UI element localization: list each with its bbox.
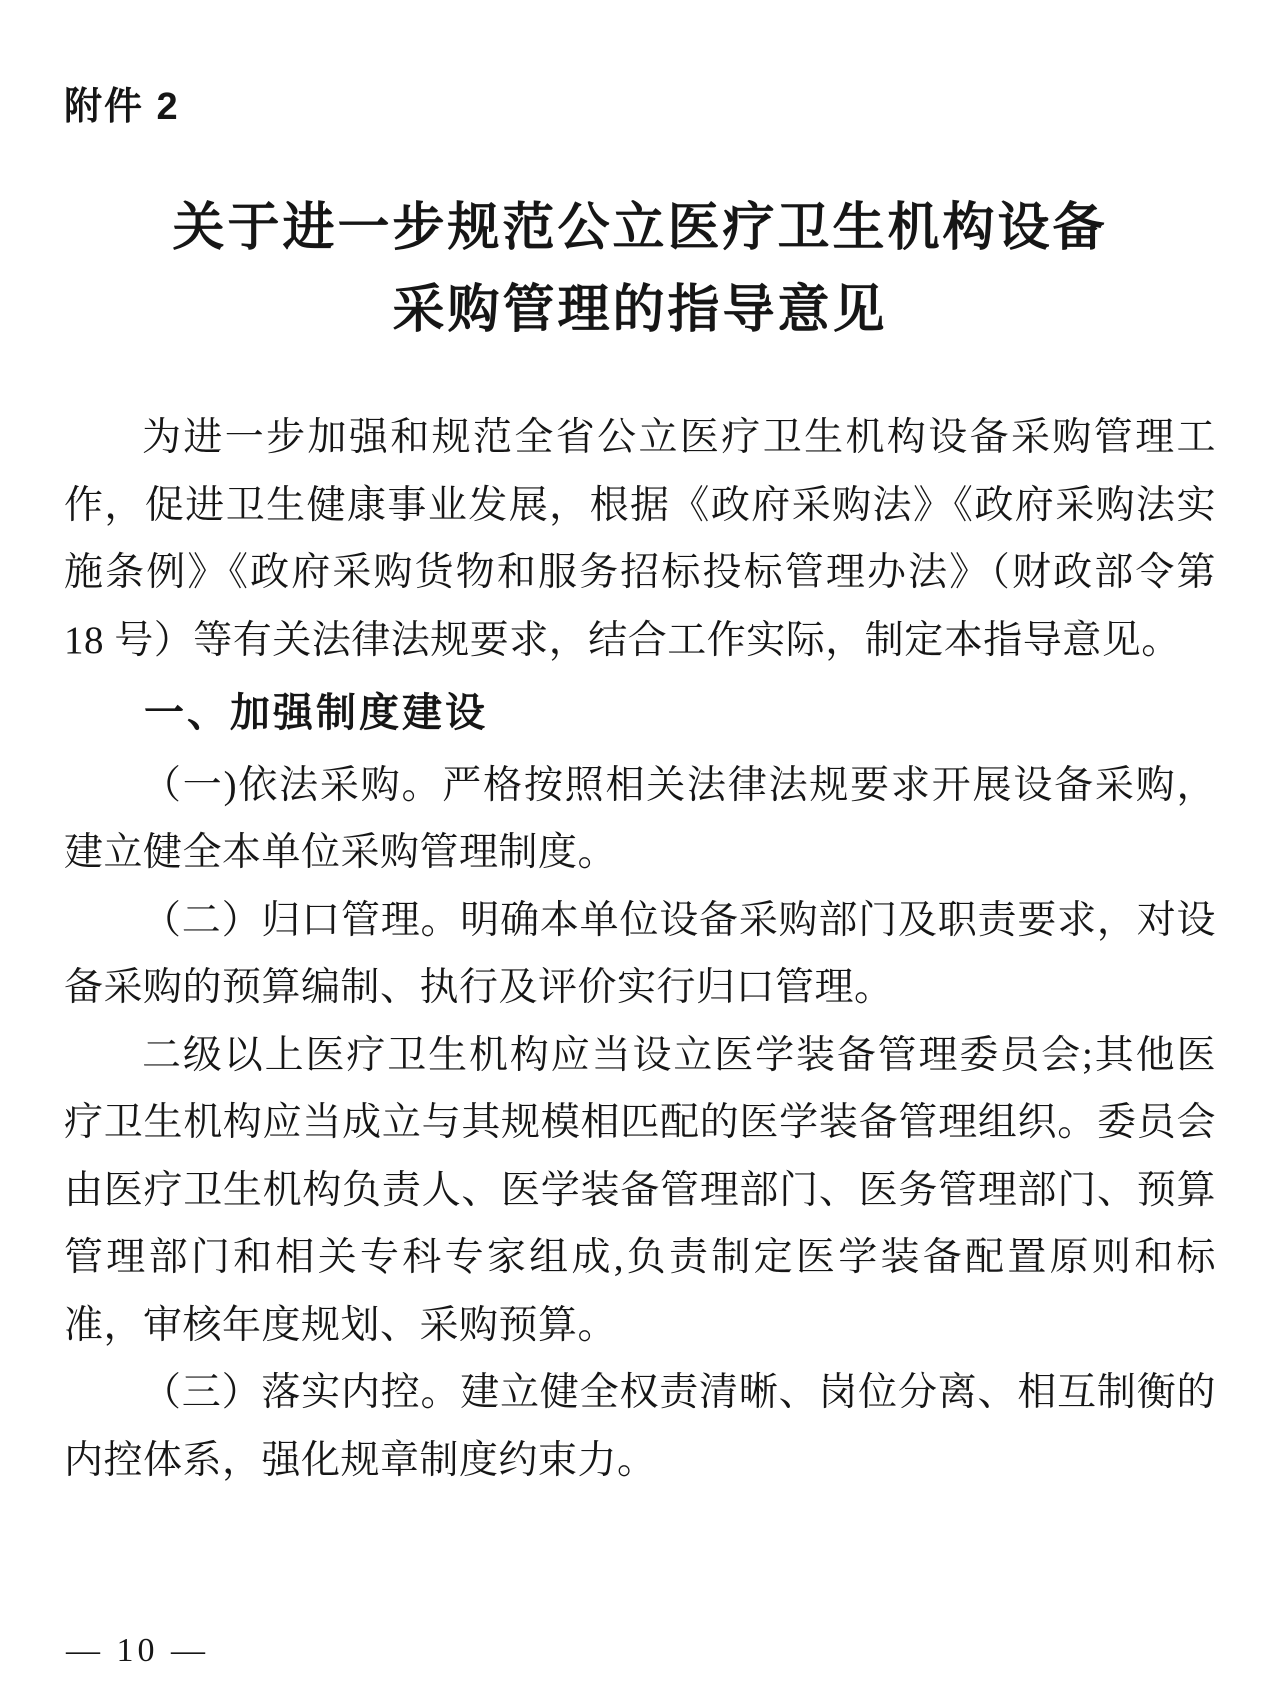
attachment-label: 附件 2 (64, 86, 180, 128)
item-1-paragraph: （一)依法采购。严格按照相关法律法规要求开展设备采购，建立健全本单位采购管理制度。 (64, 763, 1216, 874)
intro-paragraph: 为进一步加强和规范全省公立医疗卫生机构设备采购管理工作，促进卫生健康事业发展，根据《政府采购法》《政府采购法实施条例》《政府采购货物和服务招标投标管理办法》（财政部令第 18 号）等有关法律法规要求，结合工作实际，制定本指导意见。 (64, 416, 1216, 662)
item-3-paragraph: （三）落实内控。建立健全权责清晰、岗位分离、相互制衡的内控体系，强化规章制度约束力。 (64, 1371, 1216, 1482)
section-1-heading: 一、加强制度建设 (144, 691, 488, 735)
page-number: — 10 — (66, 1632, 209, 1669)
item-2-sub-paragraph: 二级以上医疗卫生机构应当设立医学装备管理委员会;其他医疗卫生机构应当成立与其规模相匹配的医学装备管理组织。委员会由医疗卫生机构负责人、医学装备管理部门、医务管理部门、预算管理部门和相关专科专家组成,负责制定医学装备配置原则和标准，审核年度规划、采购预算。 (64, 1033, 1216, 1347)
document-title (64, 188, 1216, 352)
page-footer (66, 1631, 209, 1671)
title-line-2: 采购管理的指导意见 (392, 282, 888, 339)
document-body (64, 404, 1216, 1494)
item-2-paragraph: （二）归口管理。明确本单位设备采购部门及职责要求，对设备采购的预算编制、执行及评价实行归口管理。 (64, 898, 1216, 1009)
title-line-1: 关于进一步规范公立医疗卫生机构设备 (172, 200, 1108, 257)
